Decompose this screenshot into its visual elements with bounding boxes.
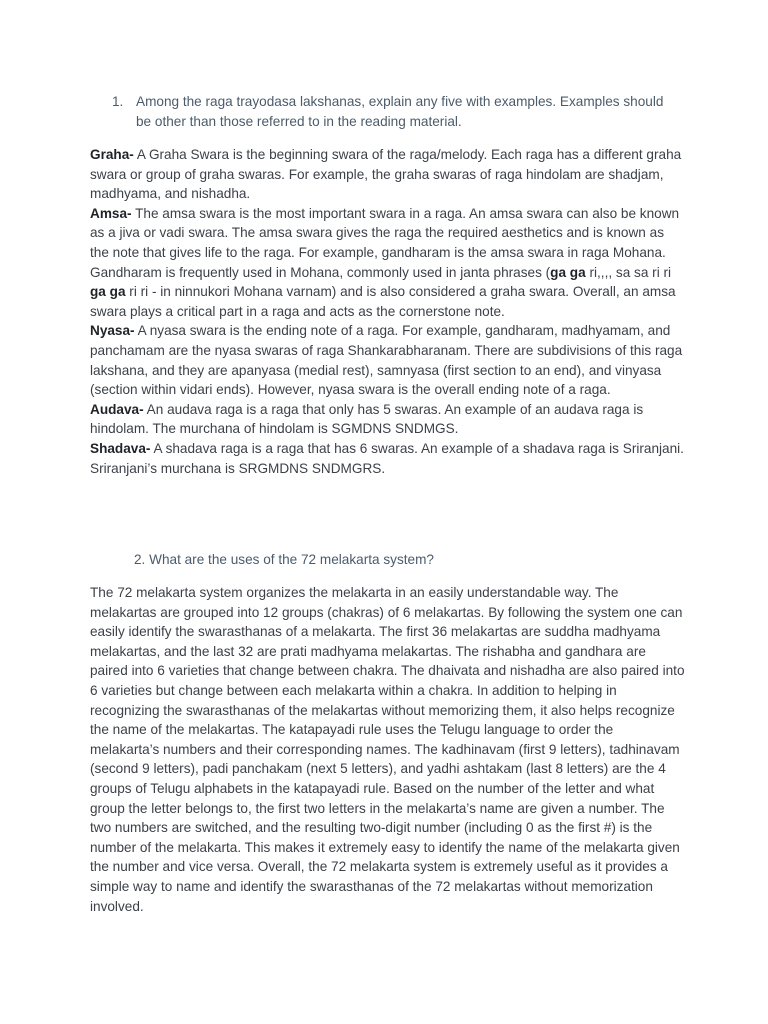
definition-shadava — [90, 439, 686, 478]
definition-nyasa — [90, 321, 686, 399]
bold-phrase: ga ga — [550, 264, 586, 280]
definition-term: Shadava- — [90, 440, 151, 456]
definition-text: A nyasa swara is the ending note of a raga. For example, gandharam, madhyamam, and panchamam are the nyasa swaras of raga Shankarabharanam. There are subdivisions of this raga lakshana, and they are apanyasa (medial rest), samnyasa (first section to an end), and vinyasa (section within vidari ends). However, nyasa swara is the overall ending note of a raga. — [90, 323, 683, 398]
definition-term: Amsa- — [90, 205, 132, 221]
definition-text: A shadava raga is a raga that has 6 swaras. An example of a shadava raga is Sriranjani. Sriranjani’s murchana is SRGMDNS SNDMGRS. — [90, 440, 684, 476]
definitions-section — [90, 145, 686, 478]
definition-text: An audava raga is a raga that only has 5 swaras. An example of an audava raga is hindolam. The murchana of hindolam is SGMDNS SNDMGS. — [90, 401, 644, 437]
answer-2-paragraph: The 72 melakarta system organizes the melakarta in an easily understandable way. The melakartas are grouped into 12 groups (chakras) of 6 melakartas. By following the system one can easily identify the swarasthanas of a melakarta. The first 36 melakartas are suddha madhyama melakartas, and the last 32 are prati madhyama melakartas. The rishabha and gandhara are paired into 6 varieties that change between chakra. The dhaivata and nishadha are also paired into 6 varieties but change between each melakarta within a chakra. In addition to helping in recognizing the swarasthanas of the melakartas without memorizing them, it also helps recognize the name of the melakartas. The katapayadi rule uses the Telugu language to order the melakarta’s numbers and their corresponding names. The kadhinavam (first 9 letters), tadhinavam (second 9 letters), padi panchakam (next 5 letters), and yadhi ashtakam (last 8 letters) are the 4 groups of Telugu alphabets in the katapayadi rule. Based on the number of the letter and what group the letter belongs to, the first two letters in the melakarta’s name are given a number. The two numbers are switched, and the resulting two-digit number (including 0 as the first #) is the number of the melakarta. This makes it extremely easy to identify the name of the melakarta given the number and vice versa. Overall, the 72 melakarta system is extremely useful as it provides a simple way to name and identify the swarasthanas of the 72 melakartas without memorization involved. — [90, 585, 685, 914]
bold-phrase: ga ga — [90, 284, 126, 300]
answer-2 — [90, 583, 686, 916]
definition-term: Graha- — [90, 147, 134, 162]
question-1-text: Among the raga trayodasa lakshanas, explain any five with examples. Examples should be other than those referred to in the reading material. — [136, 94, 664, 129]
definition-term: Audava- — [90, 401, 144, 417]
question-2: 2. What are the uses of the 72 melakarta system? — [134, 552, 434, 567]
definition-audava — [90, 400, 686, 439]
definition-term: Nyasa- — [90, 323, 135, 339]
definition-text: ri ri - in ninnukori Mohana varnam) and is also considered a graha swara. Overall, an amsa swara plays a critical part in a raga and acts as the cornerstone note. — [90, 284, 676, 319]
question-1 — [112, 92, 672, 131]
definition-text: The amsa swara is the most important swara in a raga. An amsa swara can also be known as a jiva or vadi swara. The amsa swara gives the raga the required aesthetics and is known as the note that gives life to the raga. For example, gandharam is the amsa swara in raga Mohana. Gandharam is frequently used in Mohana, commonly used in janta phrases ( — [90, 205, 680, 280]
definition-text: ri,,,, sa sa ri ri — [585, 264, 672, 280]
definition-text: A Graha Swara is the beginning swara of the raga/melody. Each raga has a different graha swara or group of graha swaras. For example, the graha swaras of raga hindolam are shadjam, madhyama, and nishadha. — [90, 147, 682, 202]
definition-amsa — [90, 204, 686, 322]
question-1-number: 1. — [112, 94, 124, 109]
definition-graha — [90, 145, 686, 204]
